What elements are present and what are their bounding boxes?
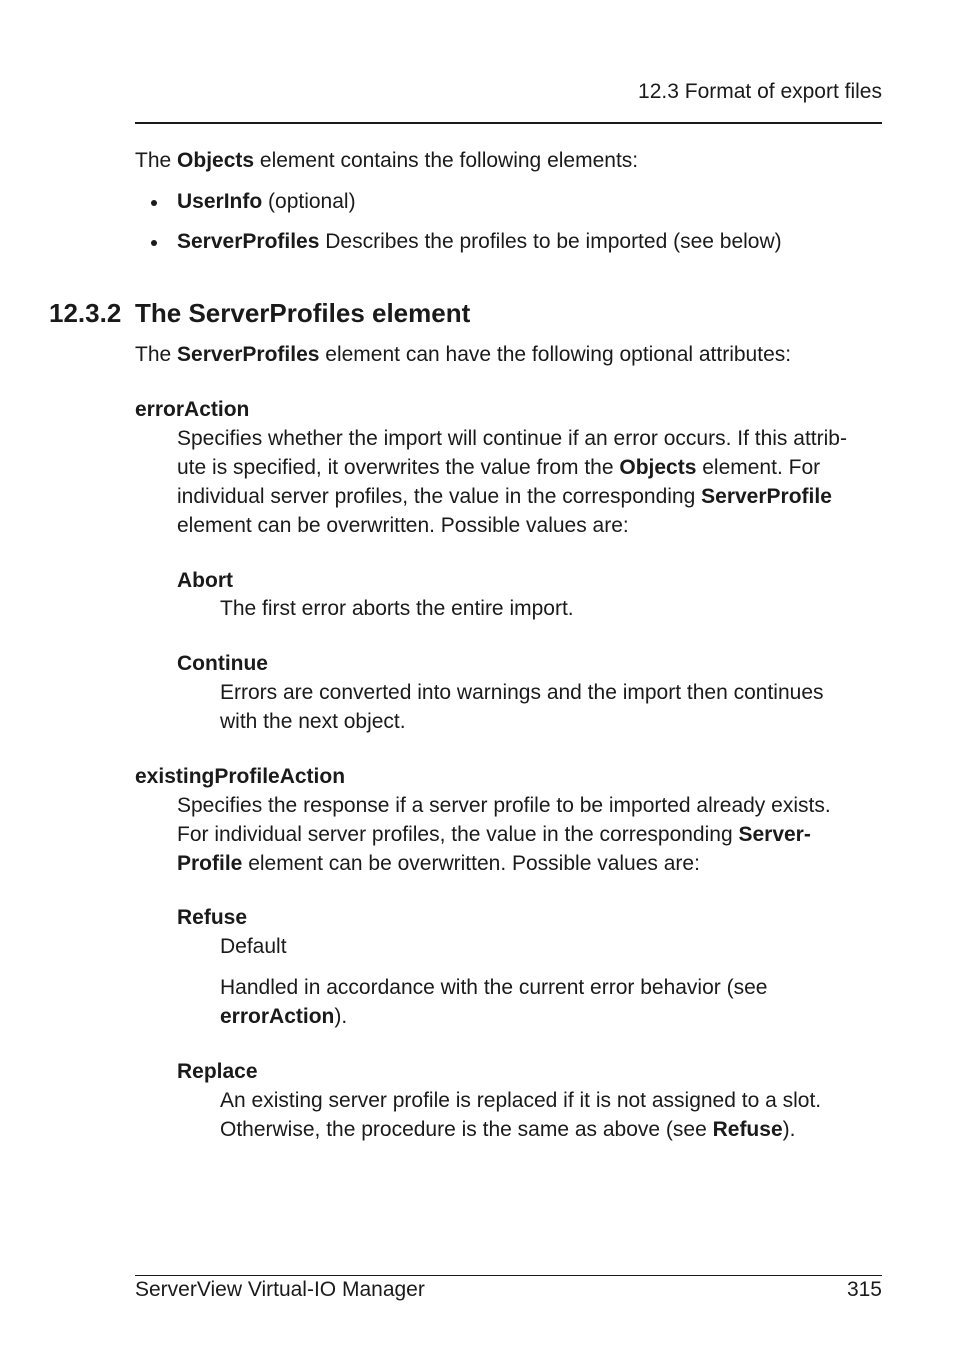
definition-line: element can be overwritten. Possible values are:: [177, 514, 629, 537]
bold-term: ServerProfiles: [177, 343, 320, 366]
term-continue: Continue: [177, 652, 268, 675]
definition-line: [177, 849, 700, 878]
footer-product: ServerView Virtual-IO Manager: [135, 1278, 425, 1301]
term-refuse: Refuse: [177, 906, 248, 929]
list-item: [177, 187, 356, 216]
definition-line: Handled in accordance with the current error behavior (see: [220, 976, 768, 999]
bold-term: ServerProfiles: [177, 230, 320, 253]
term-erroraction: errorAction: [135, 398, 250, 421]
objects-intro: [135, 146, 638, 175]
text: ).: [334, 1005, 348, 1028]
serverprofiles-intro: [135, 340, 791, 369]
bullet-icon: [151, 200, 157, 206]
term-existingprofileaction: existingProfileAction: [135, 765, 346, 788]
bold-term: Refuse: [712, 1118, 783, 1141]
definition-line: Default: [220, 935, 287, 958]
text: The: [135, 149, 178, 172]
text: The: [135, 343, 178, 366]
text: (optional): [262, 190, 356, 213]
running-header: 12.3 Format of export files: [638, 80, 882, 103]
text: element. For: [696, 456, 821, 479]
text: ).: [782, 1118, 796, 1141]
bold-term: Server-: [738, 823, 811, 846]
bold-term: Objects: [177, 149, 255, 172]
definition-line: [177, 482, 832, 511]
bold-term: errorAction: [220, 1005, 335, 1028]
text: ute is specified, it overwrites the value from the: [177, 456, 620, 479]
bold-term: ServerProfile: [701, 485, 832, 508]
definition-line: Specifies whether the import will continue if an error occurs. If this attrib-: [177, 427, 847, 450]
definition-line: [220, 1002, 347, 1031]
definition-line: An existing server profile is replaced if it is not assigned to a slot.: [220, 1089, 822, 1112]
section-number: 12.3.2: [49, 298, 122, 328]
bullet-icon: [151, 240, 157, 246]
text: element contains the following elements:: [254, 149, 639, 172]
definition-line: with the next object.: [220, 710, 406, 733]
page-number: 315: [846, 1278, 882, 1301]
section-title: The ServerProfiles element: [135, 298, 471, 328]
definition-line: [220, 1115, 795, 1144]
term-abort: Abort: [177, 569, 233, 592]
definition-line: The first error aborts the entire import.: [220, 597, 574, 620]
text: element can be overwritten. Possible values are:: [242, 852, 700, 875]
bold-term: Objects: [619, 456, 697, 479]
text: Describes the profiles to be imported (see below): [319, 230, 782, 253]
definition-line: [177, 820, 811, 849]
header-rule: [135, 122, 882, 124]
definition-line: Specifies the response if a server profile to be imported already exists.: [177, 794, 831, 817]
bold-term: UserInfo: [177, 190, 263, 213]
definition-line: [177, 453, 820, 482]
text: Otherwise, the procedure is the same as above (see: [220, 1118, 713, 1141]
term-replace: Replace: [177, 1060, 258, 1083]
text: individual server profiles, the value in the corresponding: [177, 485, 702, 508]
definition-line: Errors are converted into warnings and the import then continues: [220, 681, 824, 704]
bold-term: Profile: [177, 852, 243, 875]
text: element can have the following optional attributes:: [319, 343, 792, 366]
list-item: [177, 227, 782, 256]
text: For individual server profiles, the value in the corresponding: [177, 823, 739, 846]
